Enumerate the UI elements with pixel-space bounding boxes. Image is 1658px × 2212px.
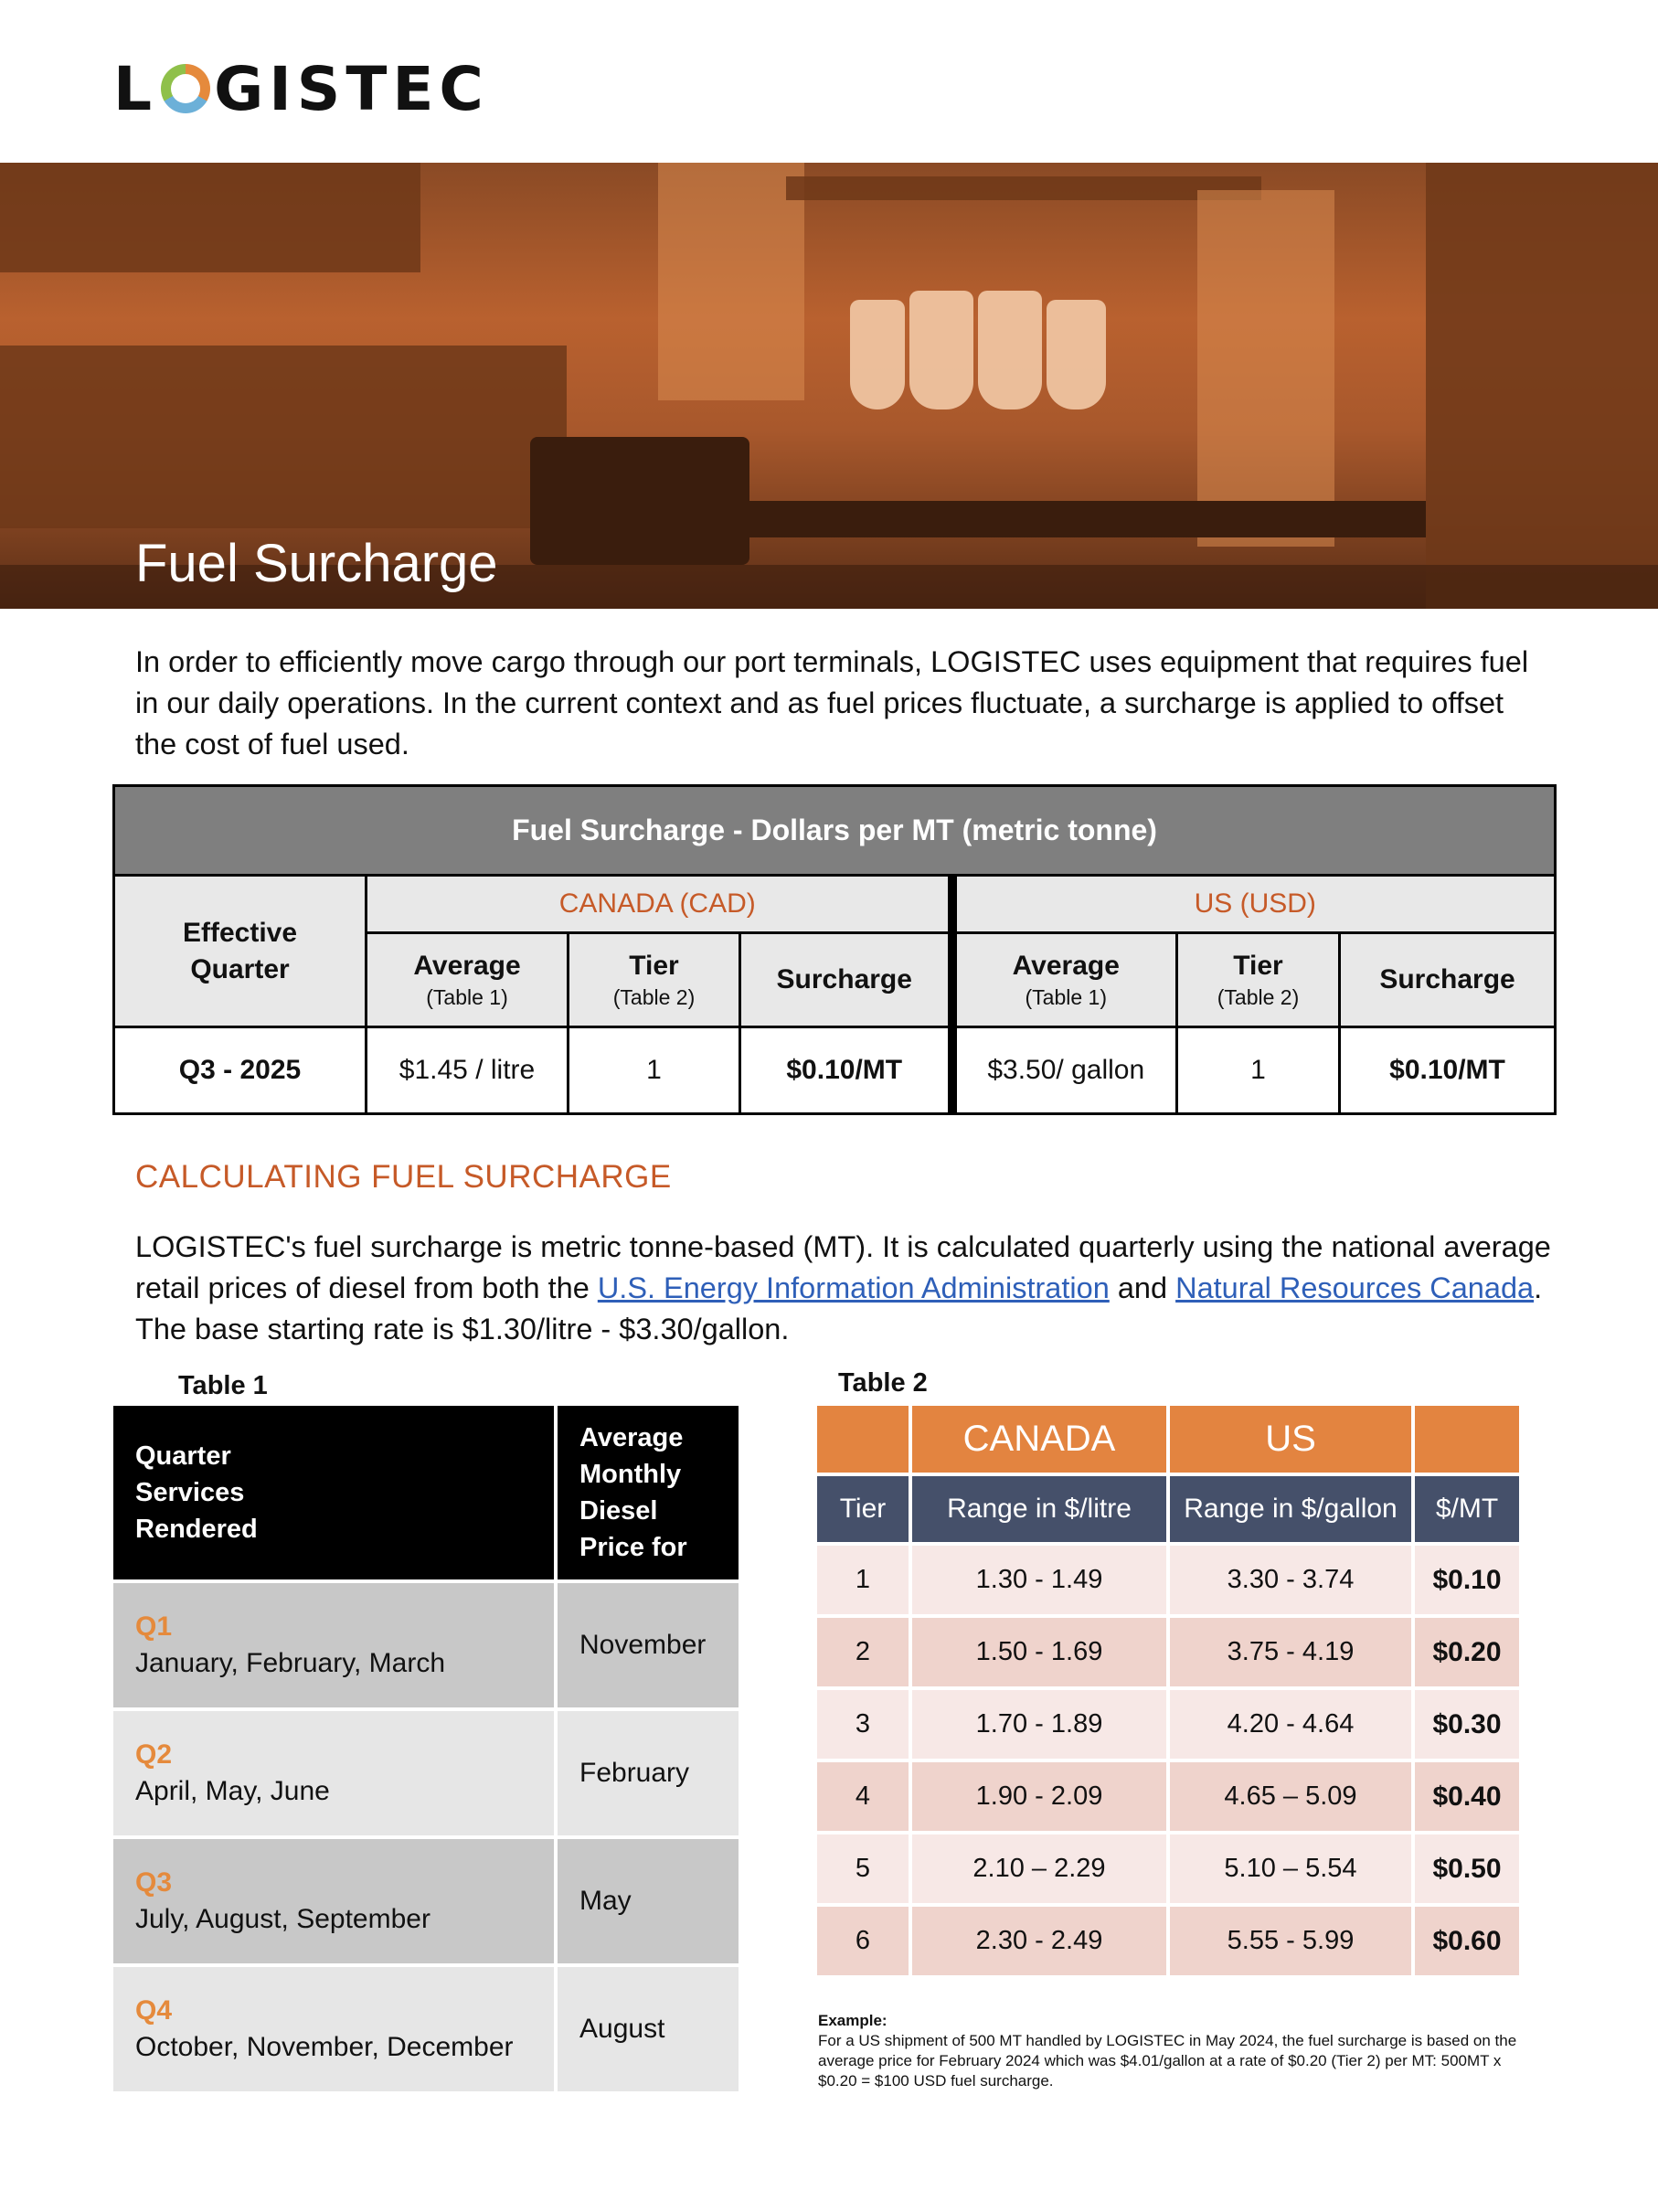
hero-cargo-bag-2 [909, 291, 973, 409]
t2-mt-header: $/MT [1415, 1476, 1519, 1542]
t1-quarter: Q3 [135, 1867, 173, 1898]
quarter-value: Q3 - 2025 [114, 1027, 367, 1114]
t2-litre: 1.70 - 1.89 [912, 1690, 1166, 1759]
calculation-paragraph: LOGISTEC's fuel surcharge is metric tonne-based (MT). It is calculated quarterly using the national average retail prices of diesel from both the U.S. Energy Information Administration and Natural Resources Canada. The base starting rate is $1.30/litre - $3.30/gallon. [135, 1230, 1551, 1345]
logistec-logo [113, 53, 489, 124]
t2-mt: $0.40 [1415, 1762, 1519, 1831]
t2-mt: $0.20 [1415, 1618, 1519, 1686]
example-note [818, 2011, 1531, 2091]
t2-gallon: 4.65 – 5.09 [1170, 1762, 1411, 1831]
t2-mt: $0.50 [1415, 1834, 1519, 1903]
us-average-header: Average (Table 1) [952, 933, 1177, 1027]
example-title: Example: [818, 2012, 887, 2029]
t2-litre: 2.30 - 2.49 [912, 1907, 1166, 1975]
hero-container-tower [658, 163, 804, 400]
nrcan-link[interactable]: Natural Resources Canada [1175, 1271, 1535, 1304]
t2-row [817, 1690, 1519, 1759]
hero-cargo-bag-3 [978, 291, 1042, 409]
t1-row [113, 1967, 739, 2091]
us-tier-value: 1 [1177, 1027, 1340, 1114]
eia-link[interactable]: U.S. Energy Information Administration [597, 1271, 1110, 1304]
table2-label: Table 2 [838, 1368, 928, 1398]
hero-cargo-bag-4 [1047, 300, 1106, 409]
fuel-surcharge-table [112, 784, 1557, 1115]
t2-canada-header: CANADA [912, 1406, 1166, 1473]
hero-banner [0, 163, 1658, 609]
t2-us-header: US [1170, 1406, 1411, 1473]
effective-quarter-header: Effective Quarter [114, 876, 367, 1027]
hero-container-right [1197, 190, 1334, 547]
logo-text-right: GISTEC [214, 53, 489, 124]
table2-tiers [813, 1402, 1523, 1979]
surcharge-table-title: Fuel Surcharge - Dollars per MT (metric tonne) [114, 786, 1556, 876]
t2-gallon: 4.20 - 4.64 [1170, 1690, 1411, 1759]
section-title: CALCULATING FUEL SURCHARGE [135, 1159, 672, 1195]
t2-gallon-header: Range in $/gallon [1170, 1476, 1411, 1542]
us-surcharge-header: Surcharge [1340, 933, 1556, 1027]
example-text: For a US shipment of 500 MT handled by LOGISTEC in May 2024, the fuel surcharge is based on the average price for February 2024 which was $4.01/gallon at a rate of $0.20 (Tier 2) per MT: 500MT x $0.20 = $100 USD fuel surcharge. [818, 2032, 1517, 2090]
t2-row [817, 1907, 1519, 1975]
t2-blank-cell [1415, 1406, 1519, 1473]
t2-gallon: 5.10 – 5.54 [1170, 1834, 1411, 1903]
t1-quarter: Q1 [135, 1611, 173, 1642]
t2-gallon: 5.55 - 5.99 [1170, 1907, 1411, 1975]
t1-quarter: Q2 [135, 1739, 173, 1770]
logo-ring-icon [161, 64, 210, 113]
t2-litre-header: Range in $/litre [912, 1476, 1166, 1542]
t2-litre: 1.50 - 1.69 [912, 1618, 1166, 1686]
table1-label: Table 1 [178, 1371, 268, 1400]
us-average-value: $3.50/ gallon [952, 1027, 1177, 1114]
ca-average-value: $1.45 / litre [367, 1027, 569, 1114]
t2-litre: 1.30 - 1.49 [912, 1546, 1166, 1614]
hero-crane-beam [786, 176, 1261, 200]
t2-blank-cell [817, 1406, 909, 1473]
hero-ship-right [1426, 163, 1658, 609]
t1-row [113, 1711, 739, 1835]
logo-text-left: L [113, 53, 158, 124]
t1-header-quarter: Quarter Services Rendered [113, 1406, 558, 1579]
hero-cargo-bag-1 [850, 300, 905, 409]
us-tier-header: Tier (Table 2) [1177, 933, 1340, 1027]
ca-surcharge-value: $0.10/MT [740, 1027, 952, 1114]
us-surcharge-value: $0.10/MT [1340, 1027, 1556, 1114]
t1-months: April, May, June [135, 1776, 330, 1806]
t2-row [817, 1762, 1519, 1831]
t2-tier: 3 [817, 1690, 909, 1759]
t2-tier: 5 [817, 1834, 909, 1903]
t2-tier: 4 [817, 1762, 909, 1831]
t1-header-price: Average Monthly Diesel Price for [558, 1406, 739, 1579]
intro-paragraph: In order to efficiently move cargo through our port terminals, LOGISTEC uses equipment that requires fuel in our daily operations. In the current context and as fuel prices fluctuate, a surcharge is applied to offset the cost of fuel used. [135, 645, 1529, 760]
t1-quarter: Q4 [135, 1995, 173, 2026]
t1-price-month: February [558, 1711, 739, 1835]
t2-mt: $0.10 [1415, 1546, 1519, 1614]
hero-truck [530, 437, 749, 565]
t2-row [817, 1834, 1519, 1903]
t1-months: January, February, March [135, 1648, 446, 1678]
us-header: US (USD) [952, 876, 1556, 933]
ca-average-header: Average (Table 1) [367, 933, 569, 1027]
table1-quarters [113, 1402, 739, 2095]
t2-litre: 1.90 - 2.09 [912, 1762, 1166, 1831]
t2-tier: 1 [817, 1546, 909, 1614]
t2-litre: 2.10 – 2.29 [912, 1834, 1166, 1903]
ca-tier-value: 1 [569, 1027, 740, 1114]
t2-row [817, 1546, 1519, 1614]
t1-price-month: November [558, 1583, 739, 1707]
t1-row [113, 1839, 739, 1963]
t2-tier-header: Tier [817, 1476, 909, 1542]
hero-flatbed [731, 501, 1426, 537]
hero-ship-hull [0, 346, 567, 528]
ca-surcharge-header: Surcharge [740, 933, 952, 1027]
t1-row [113, 1583, 739, 1707]
t2-gallon: 3.75 - 4.19 [1170, 1618, 1411, 1686]
t1-months: October, November, December [135, 2032, 514, 2062]
canada-header: CANADA (CAD) [367, 876, 952, 933]
t2-mt: $0.30 [1415, 1690, 1519, 1759]
t2-mt: $0.60 [1415, 1907, 1519, 1975]
t2-gallon: 3.30 - 3.74 [1170, 1546, 1411, 1614]
t2-row [817, 1618, 1519, 1686]
hero-crane-left [0, 163, 420, 272]
ca-tier-header: Tier (Table 2) [569, 933, 740, 1027]
t2-tier: 2 [817, 1618, 909, 1686]
t1-months: July, August, September [135, 1904, 430, 1934]
t1-price-month: May [558, 1839, 739, 1963]
t2-tier: 6 [817, 1907, 909, 1975]
hero-title: Fuel Surcharge [135, 534, 498, 593]
t1-price-month: August [558, 1967, 739, 2091]
